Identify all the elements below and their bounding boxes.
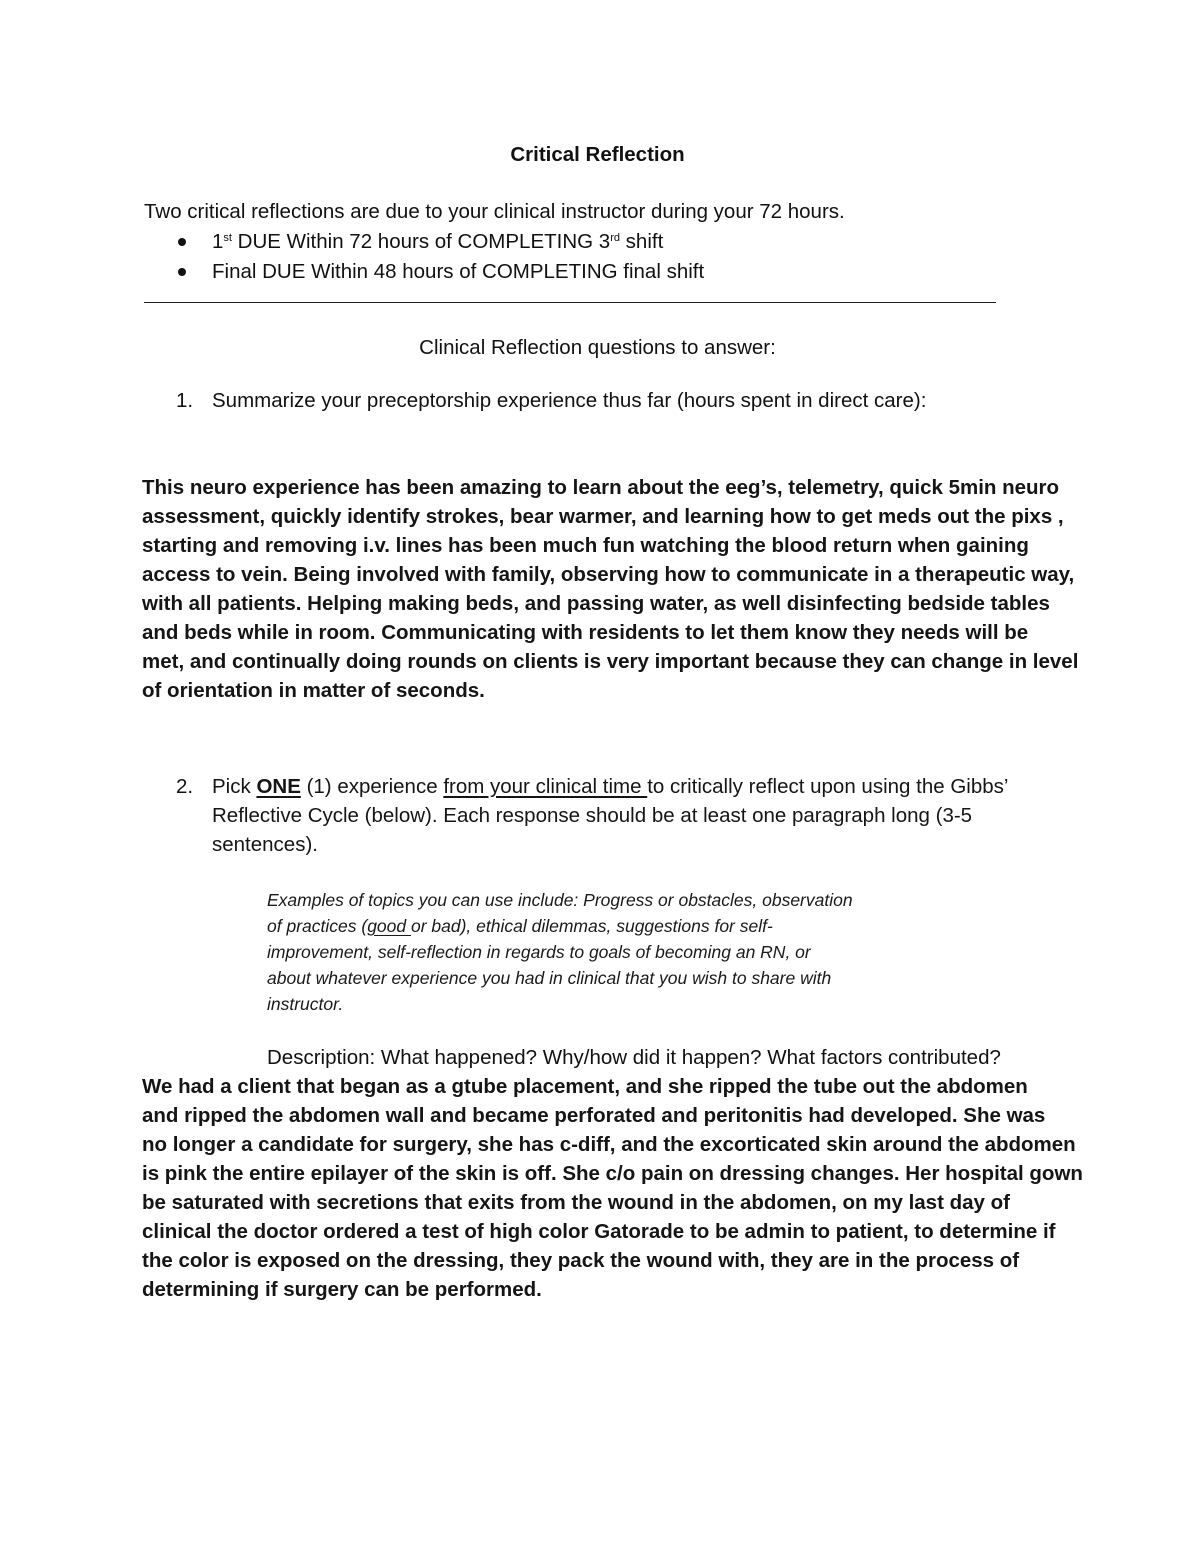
bullet-item-1: 1st DUE Within 72 hours of COMPLETING 3rd shift bbox=[212, 230, 664, 253]
answer-2-line: We had a client that began as a gtube placement, and she ripped the tube out the abdomen bbox=[142, 1075, 1028, 1098]
description-prompt: Description: What happened? Why/how did it happen? What factors contributed? bbox=[267, 1046, 1001, 1069]
answer-1-line: of orientation in matter of seconds. bbox=[142, 679, 485, 702]
page-title: Critical Reflection bbox=[510, 143, 685, 166]
answer-2-line: no longer a candidate for surgery, she has c-diff, and the excorticated skin around the abdomen bbox=[142, 1133, 1076, 1156]
answer-2-line: determining if surgery can be performed. bbox=[142, 1278, 542, 1301]
answer-2-line: is pink the entire epilayer of the skin is off. She c/o pain on dressing changes. Her hospital gown bbox=[142, 1162, 1083, 1185]
question-2-number: 2. bbox=[176, 775, 194, 798]
answer-1-line: starting and removing i.v. lines has been much fun watching the blood return when gaining bbox=[142, 534, 1029, 557]
intro-text: Two critical reflections are due to your clinical instructor during your 72 hours. bbox=[144, 200, 845, 223]
question-1-number: 1. bbox=[176, 389, 194, 412]
answer-1-line: access to vein. Being involved with family, observing how to communicate in a therapeutic way, bbox=[142, 563, 1075, 586]
question-2-text: Pick ONE (1) experience from your clinical time to critically reflect upon using the Gibbs’ Reflective Cycle (below). Each response should be at least one paragraph long (3-5 sentences). bbox=[212, 775, 1009, 856]
answer-2-line: clinical the doctor ordered a test of high color Gatorade to be admin to patient, to determine if bbox=[142, 1220, 1056, 1243]
questions-heading: Clinical Reflection questions to answer: bbox=[419, 336, 776, 359]
bullet-item-2: Final DUE Within 48 hours of COMPLETING final shift bbox=[212, 260, 705, 283]
answer-1-line: This neuro experience has been amazing to learn about the eeg’s, telemetry, quick 5min neuro bbox=[142, 476, 1060, 499]
answer-1-line: assessment, quickly identify strokes, bear warmer, and learning how to get meds out the pixs , bbox=[142, 505, 1064, 528]
bullet-icon bbox=[178, 268, 186, 276]
answer-1-line: and beds while in room. Communicating with residents to let them know they needs will be bbox=[142, 621, 1029, 644]
answer-1-line: met, and continually doing rounds on clients is very important because they can change in level bbox=[142, 650, 1079, 673]
examples-note: Examples of topics you can use include: Progress or obstacles, observation of practices (good or bad), ethical dilemmas, suggestions for self- improvement, self-reflection in regards to goals of becoming an RN, or about whatever experience you had in clinical that you wish to share with instructor. bbox=[267, 890, 853, 1014]
answer-1 bbox=[142, 473, 1078, 705]
answer-1-line: with all patients. Helping making beds, and passing water, as well disinfecting bedside tables bbox=[142, 592, 1050, 615]
question-1-text: Summarize your preceptorship experience thus far (hours spent in direct care): bbox=[212, 389, 927, 412]
answer-2-line: the color is exposed on the dressing, they pack the wound with, they are in the process of bbox=[142, 1249, 1020, 1272]
answer-2-line: be saturated with secretions that exits from the wound in the abdomen, on my last day of bbox=[142, 1191, 1010, 1214]
answer-2 bbox=[142, 1072, 1083, 1304]
bullet-icon bbox=[178, 238, 186, 246]
answer-2-line: and ripped the abdomen wall and became perforated and peritonitis had developed. She was bbox=[142, 1104, 1046, 1127]
horizontal-divider bbox=[144, 302, 996, 303]
